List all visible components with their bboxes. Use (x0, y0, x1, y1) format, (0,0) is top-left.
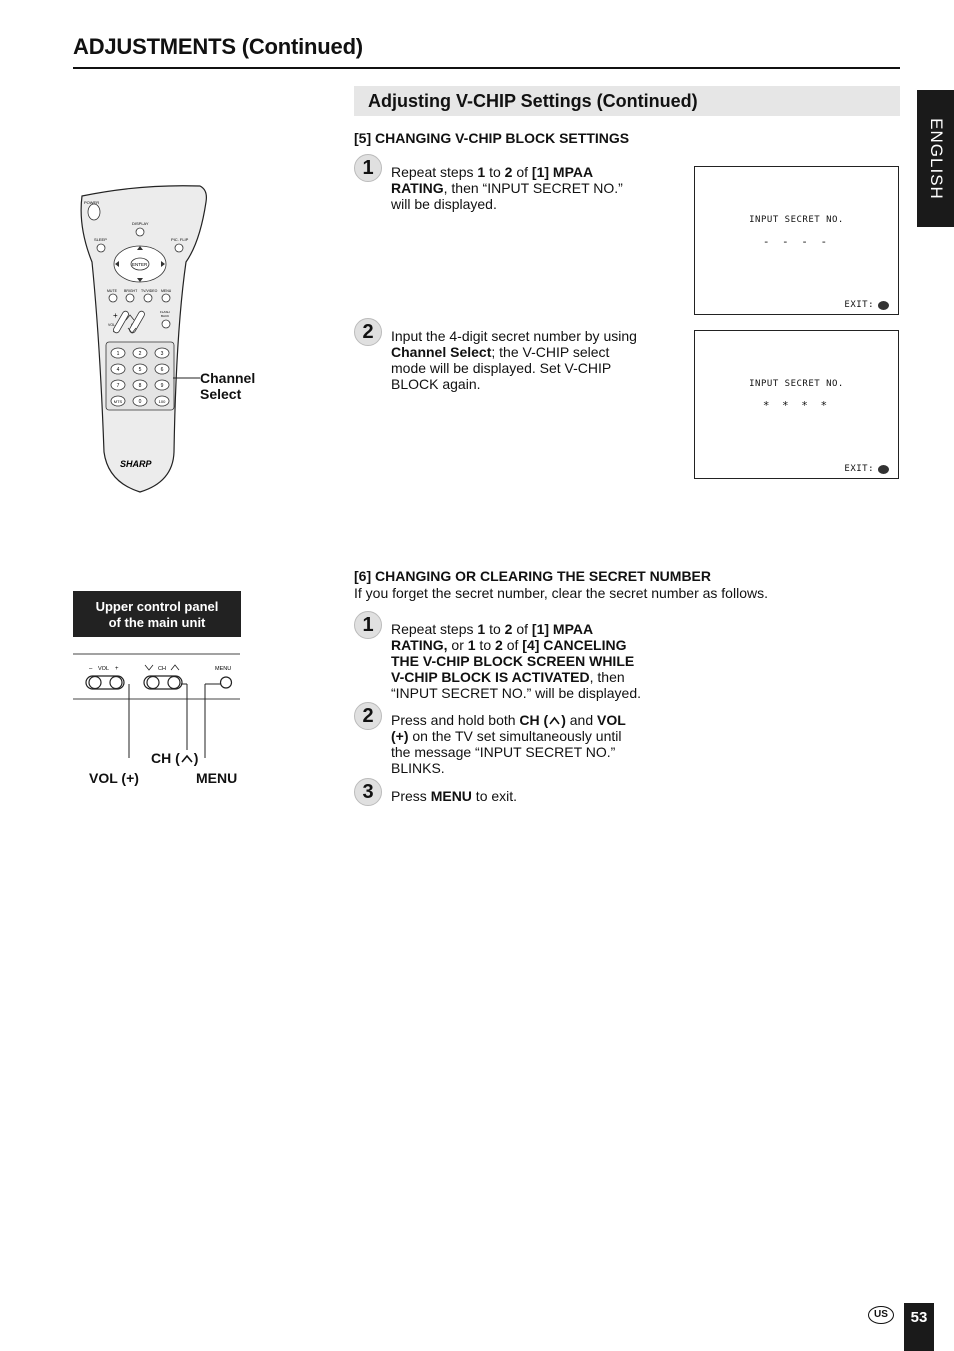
keypad-key-label: 7 (116, 383, 120, 389)
enter-label: ENTER (132, 262, 148, 267)
channel-select-label: Channel Select (200, 370, 256, 402)
callout-ch-up: CH ( ) (151, 750, 199, 766)
sleep-button (97, 244, 105, 252)
panel-vol-label: VOL (98, 666, 110, 672)
page-number: 53 (910, 1309, 928, 1326)
keypad-key-label: 4 (116, 367, 120, 373)
language-tab-label: ENGLISH (926, 117, 946, 200)
section6-intro: If you forget the secret number, clear the secret number as follows. (354, 585, 768, 601)
sleep-label: SLEEP (94, 237, 107, 242)
section6-step2-text: Press and hold both CH ( ) and VOL (+) on the TV set simultaneously until the message “INPUT SECRET NO.” BLINKS. (391, 712, 626, 776)
mute-label: MUTE (107, 289, 117, 293)
keypad-key-label: 100 (158, 399, 166, 404)
control-panel-illustration (73, 648, 243, 758)
step-number: 3 (354, 778, 382, 806)
keypad-key-label: 2 (138, 351, 142, 357)
panel-menu-button (221, 677, 232, 688)
keypad-key-label: 0 (138, 399, 142, 405)
keypad-key-label: 5 (138, 367, 142, 373)
bright-label: BRIGHT (124, 289, 138, 293)
menu-button-icon (878, 301, 889, 310)
display-button (136, 228, 144, 236)
section6-step3-text: Press MENU to exit. (391, 788, 518, 804)
keypad-key-label: 9 (160, 383, 164, 389)
vol-label: VOL (108, 323, 116, 327)
screen-exit-label: EXIT: (844, 300, 874, 310)
remote-control-illustration (70, 182, 270, 498)
keypad-key-label: 3 (160, 351, 164, 357)
chevron-up-icon (548, 716, 561, 726)
title-divider (73, 67, 900, 69)
keypad-key-label: MTS (113, 399, 123, 404)
keypad-key-label: 1 (116, 351, 120, 357)
menu-label: MENU (161, 289, 172, 293)
keypad-key-label: 8 (138, 383, 142, 389)
brand-logo: SHARP (120, 459, 152, 469)
screen-prompt: INPUT SECRET NO. (749, 379, 844, 389)
section5-step2-text: Input the 4-digit secret number by using Channel Select; the V-CHIP select mode will be displayed. Set V-CHIP BLOCK again. (391, 328, 637, 392)
power-button (88, 204, 100, 220)
svg-text:+: + (113, 311, 118, 320)
section6-step1-text: Repeat steps 1 to 2 of [1] MPAA RATING, or 1 to 2 of [4] CANCELING THE V-CHIP BLOCK SCREEN WHILE V-CHIP BLOCK IS ACTIVATED, then “INPUT SECRET NO.” will be displayed. (391, 621, 641, 701)
svg-text:–: – (89, 666, 93, 672)
section5-heading: [5] CHANGING V-CHIP BLOCK SETTINGS (354, 130, 630, 146)
language-tab (917, 90, 954, 227)
step-number: 1 (354, 611, 382, 639)
section5-step1-text: Repeat steps 1 to 2 of [1] MPAA RATING, then “INPUT SECRET NO.” will be displayed. (391, 164, 623, 212)
svg-text:+: + (115, 666, 119, 672)
keypad-key-label: 6 (160, 367, 164, 373)
screen-masked-number: * * * * (762, 399, 831, 412)
section6-heading: [6] CHANGING OR CLEARING THE SECRET NUMBER (354, 568, 712, 584)
page-title: ADJUSTMENTS (Continued) (73, 34, 363, 59)
control-panel-label: Upper control panel of the main unit (95, 599, 219, 630)
tv-video-label: TV/VIDEO (141, 289, 158, 293)
chevron-up-icon (180, 754, 194, 764)
back-label: BACK (161, 314, 170, 318)
tv-screen-secret-entry (694, 166, 899, 315)
tv-screen-secret-entered (694, 330, 899, 479)
section-title: Adjusting V-CHIP Settings (Continued) (368, 91, 698, 111)
step-number: 1 (354, 154, 382, 182)
power-label: POWER (84, 200, 100, 205)
step-number: 2 (354, 318, 382, 346)
callout-menu: MENU (196, 770, 238, 786)
screen-prompt: INPUT SECRET NO. (749, 215, 844, 225)
region-badge: US (868, 1306, 894, 1324)
panel-ch-label: CH (158, 666, 166, 672)
step-number: 2 (354, 702, 382, 730)
panel-menu-label: MENU (215, 666, 232, 672)
pic-flip-label: PIC. FLIP (171, 237, 189, 242)
flash-label: FLASH (160, 310, 170, 314)
pic-flip-button (175, 244, 183, 252)
screen-exit-label: EXIT: (844, 464, 874, 474)
menu-button-icon (878, 465, 889, 474)
screen-placeholder: - - - - (762, 235, 831, 248)
callout-vol-plus: VOL (+) (89, 770, 139, 786)
display-label: DISPLAY (132, 221, 149, 226)
